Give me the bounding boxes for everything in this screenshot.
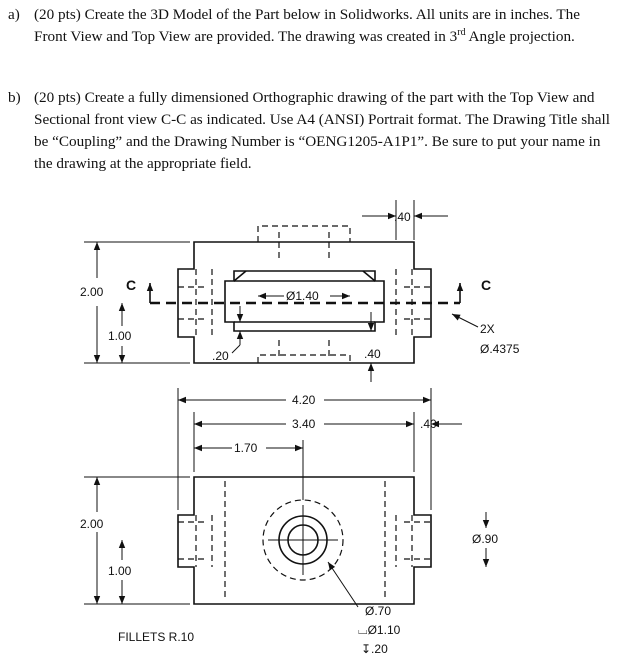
dim-top-right: .40	[394, 210, 411, 224]
front-view-hidden-counterbore-top	[258, 226, 350, 242]
counterbore-depth: ↧.20	[361, 642, 388, 656]
callout-diameter: Ø.4375	[480, 342, 520, 356]
counterbore-callout: ⌴Ø1.10	[358, 623, 401, 637]
dim-front-height: 2.00	[80, 285, 104, 299]
top-view-center-lines	[268, 505, 338, 575]
question-a-superscript: rd	[457, 26, 466, 38]
dim-total-width: 4.20	[292, 393, 316, 407]
hole-leader	[328, 562, 358, 607]
callout-count: 2X	[480, 322, 495, 336]
dim-inner-width: 3.40	[292, 417, 316, 431]
dim-slot-depth-left: .20	[212, 349, 229, 363]
dim-boss-diameter: Ø.90	[472, 532, 499, 546]
hole-diameter: Ø.70	[365, 604, 392, 618]
question-a-text-part2: Angle projection.	[465, 28, 575, 45]
dim-top-half-height: 1.00	[108, 564, 132, 578]
question-b-text: (20 pts) Create a fully dimensioned Orthographic drawing of the part with the Top View and Sectional front view C-C as indicated. Use A4 (ANSI) Portrait format. The Drawing Title shall be “Coupling” and the Drawing Number is “OENG1205-A1P1”. Be sure to put your name in the drawing at the appropriate field.	[34, 89, 610, 172]
dim-top-height: 2.00	[80, 517, 104, 531]
dim-center: 1.70	[234, 441, 258, 455]
front-view-fillet	[363, 271, 375, 281]
dim-top-right-offset: .40	[420, 417, 437, 431]
section-label-left: C	[126, 277, 137, 293]
front-view-hidden-counterbore-bottom	[258, 355, 350, 363]
fillets-note: FILLETS R.10	[118, 630, 195, 644]
dim-bore-diameter: Ø1.40	[286, 289, 319, 303]
section-label-right: C	[481, 277, 492, 293]
dim-slot-depth-right: .40	[364, 347, 381, 361]
dim-front-half-height: 1.00	[108, 329, 132, 343]
question-a-text-part1: (20 pts) Create the 3D Model of the Part below in Solidworks. All units are in inches. The Front View and Top View are provided. The drawing was created in 3	[34, 6, 580, 45]
leader-arrow	[452, 314, 478, 327]
question-a-label: a)	[8, 6, 20, 23]
front-view-fillet	[234, 271, 246, 281]
question-b-label: b)	[8, 89, 21, 106]
